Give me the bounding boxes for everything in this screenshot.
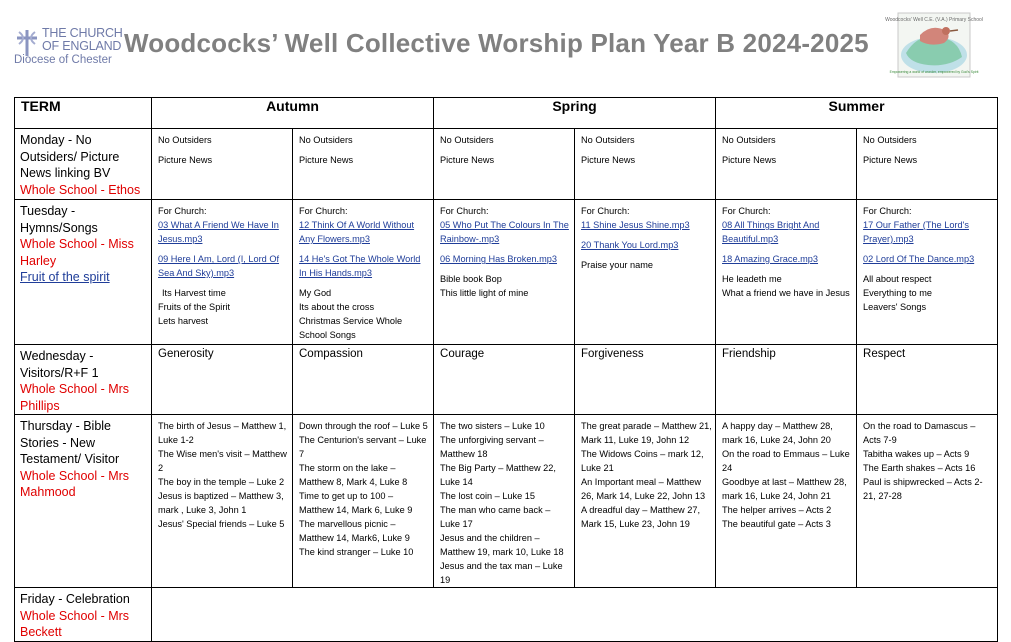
story-line: The man who came back – Luke 17 xyxy=(440,505,551,529)
story-line: The two sisters – Luke 10 xyxy=(440,421,545,431)
song-note: Christmas Service Whole School Songs xyxy=(299,316,403,340)
tuesday-cell xyxy=(716,200,857,345)
cell-line: Picture News xyxy=(299,155,354,165)
friday-row xyxy=(15,588,998,642)
story-line: The Wise men's visit – Matthew 2 xyxy=(158,449,287,473)
song-note: Lets harvest xyxy=(158,316,209,326)
tuesday-title: Tuesday - Hymns/Songs xyxy=(20,204,98,235)
tuesday-cell xyxy=(857,200,998,345)
story-line: On the road to Damascus – Acts 7-9 xyxy=(863,421,976,445)
tuesday-cell xyxy=(575,200,716,345)
cell-line: Picture News xyxy=(722,155,777,165)
monday-cell xyxy=(575,129,716,200)
school-logo xyxy=(885,13,983,77)
story-line: The unforgiving servant – Matthew 18 xyxy=(440,435,544,459)
monday-cell xyxy=(152,129,293,200)
monday-cell xyxy=(293,129,434,200)
cell-line: No Outsiders xyxy=(722,135,776,145)
cell-line: Picture News xyxy=(581,155,636,165)
thursday-label xyxy=(15,415,152,588)
fruit-of-spirit-link[interactable]: Fruit of the spirit xyxy=(20,270,110,284)
wednesday-row xyxy=(15,345,998,415)
tuesday-lead: Whole School - Miss Harley xyxy=(20,237,134,268)
story-line: The kind stranger – Luke 10 xyxy=(299,547,414,557)
song-link[interactable]: 14 He's Got The Whole World In His Hands.mp3 xyxy=(299,254,421,278)
term-header: TERM xyxy=(15,98,152,129)
for-church-label: For Church: xyxy=(581,206,630,216)
tuesday-label xyxy=(15,200,152,345)
song-note: Its Harvest time xyxy=(162,288,226,298)
cell-line: No Outsiders xyxy=(581,135,635,145)
school-logo-motto: Empowering a world of wonder, empowered by God's Spirit xyxy=(889,70,979,74)
friday-empty-cell xyxy=(152,588,998,642)
value-theme: Forgiveness xyxy=(575,345,716,415)
for-church-label: For Church: xyxy=(158,206,207,216)
story-line: The Widows Coins – mark 12, Luke 21 xyxy=(581,449,704,473)
cell-line: Picture News xyxy=(440,155,495,165)
song-note: All about respect xyxy=(863,274,932,284)
story-line: Down through the roof – Luke 5 xyxy=(299,421,428,431)
song-note: Bible book Bop xyxy=(440,274,502,284)
autumn-header: Autumn xyxy=(152,98,434,129)
story-line: Jesus and the tax man – Luke 19 xyxy=(440,561,563,585)
story-line: The lost coin – Luke 15 xyxy=(440,491,536,501)
cell-line: No Outsiders xyxy=(863,135,917,145)
value-theme: Generosity xyxy=(152,345,293,415)
for-church-label: For Church: xyxy=(299,206,348,216)
wednesday-title: Wednesday - Visitors/R+F 1 xyxy=(20,349,99,380)
song-note: Fruits of the Spirit xyxy=(158,302,230,312)
tuesday-cell xyxy=(434,200,575,345)
monday-row xyxy=(15,129,998,200)
thursday-lead: Whole School - Mrs Mahmood xyxy=(20,468,130,499)
song-note: He leadeth me xyxy=(722,274,782,284)
page-title: Woodcocks’ Well Collective Worship Plan Year B 2024-2025 xyxy=(124,28,869,58)
tuesday-cell xyxy=(293,200,434,345)
bible-stories-cell xyxy=(152,415,293,588)
wednesday-label xyxy=(15,345,152,415)
story-line: Tabitha wakes up – Acts 9 xyxy=(863,449,970,459)
song-note: Everything to me xyxy=(863,288,932,298)
wednesday-lead: Whole School - Mrs Phillips xyxy=(20,382,130,413)
song-link[interactable]: 06 Morning Has Broken.mp3 xyxy=(440,254,557,264)
value-theme: Respect xyxy=(857,345,998,415)
song-note: This little light of mine xyxy=(440,288,529,298)
tuesday-row xyxy=(15,200,998,345)
cell-line: Picture News xyxy=(863,155,918,165)
song-link[interactable]: 12 Think Of A World Without Any Flowers.mp3 xyxy=(299,220,415,244)
song-note: Praise your name xyxy=(581,260,654,270)
story-line: A happy day – Matthew 28, mark 16, Luke 24, John 20 xyxy=(722,421,833,445)
thursday-row xyxy=(15,415,998,588)
church-cross-icon xyxy=(14,29,40,57)
story-line: The birth of Jesus – Matthew 1, Luke 1-2 xyxy=(158,421,287,445)
story-line: Jesus is baptized – Matthew 3, mark , Luke 3, John 1 xyxy=(158,491,284,515)
story-line: Jesus and the children – Matthew 19, mark 10, Luke 18 xyxy=(440,533,564,557)
monday-lead: Whole School - Ethos xyxy=(20,182,141,197)
friday-lead: Whole School - Mrs Beckett xyxy=(20,608,130,639)
bible-stories-cell xyxy=(434,415,575,588)
song-link[interactable]: 03 What A Friend We Have In Jesus.mp3 xyxy=(158,220,279,244)
spring-header: Spring xyxy=(434,98,716,129)
for-church-label: For Church: xyxy=(863,206,912,216)
story-line: Goodbye at last – Matthew 28, mark 16, Luke 24, John 21 xyxy=(722,477,847,501)
song-link[interactable]: 11 Shine Jesus Shine.mp3 xyxy=(581,220,690,230)
song-link[interactable]: 20 Thank You Lord.mp3 xyxy=(581,240,679,250)
diocese-name: Diocese of Chester xyxy=(14,54,112,66)
value-theme: Friendship xyxy=(716,345,857,415)
song-link[interactable]: 05 Who Put The Colours In The Rainbow-.mp3 xyxy=(440,220,569,244)
story-line: The boy in the temple – Luke 2 xyxy=(158,477,285,487)
story-line: The storm on the lake – Matthew 8, Mark 4, Luke 8 xyxy=(299,463,408,487)
monday-title: Monday - No Outsiders/ Picture News linking BV xyxy=(20,133,120,180)
bible-stories-cell xyxy=(575,415,716,588)
story-line: An Important meal – Matthew 26, Mark 14, Luke 22, John 13 xyxy=(581,477,706,501)
cell-line: Picture News xyxy=(158,155,213,165)
for-church-label: For Church: xyxy=(440,206,489,216)
worship-plan-table xyxy=(14,97,998,642)
story-line: On the road to Emmaus – Luke 24 xyxy=(722,449,850,473)
story-line: Time to get up to 100 – Matthew 14, Mark 6, Luke 9 xyxy=(299,491,413,515)
value-theme: Compassion xyxy=(293,345,434,415)
coe-line-2: OF ENGLAND xyxy=(42,39,122,53)
story-line: A dreadful day – Matthew 27, Mark 15, Luke 23, John 19 xyxy=(581,505,701,529)
song-note: What a friend we have in Jesus xyxy=(722,288,850,298)
monday-label xyxy=(15,129,152,200)
story-line: The beautiful gate – Acts 3 xyxy=(722,519,831,529)
song-note: Leavers' Songs xyxy=(863,302,927,312)
church-of-england-logo xyxy=(14,26,123,69)
story-line: The Centurion's servant – Luke 7 xyxy=(299,435,427,459)
song-note: Its about the cross xyxy=(299,302,375,312)
monday-cell xyxy=(857,129,998,200)
story-line: The helper arrives – Acts 2 xyxy=(722,505,832,515)
coe-line-1: THE CHURCH xyxy=(42,26,123,40)
school-logo-text: Woodcocks' Well C.E. (V.A.) Primary School xyxy=(885,17,983,23)
value-theme: Courage xyxy=(434,345,575,415)
header-row xyxy=(15,98,998,129)
story-line: The marvellous picnic – Matthew 14, Mark6, Luke 9 xyxy=(299,519,410,543)
song-link[interactable]: 08 All Things Bright And Beautiful.mp3 xyxy=(722,220,820,244)
story-line: The Big Party – Matthew 22, Luke 14 xyxy=(440,463,556,487)
for-church-label: For Church: xyxy=(722,206,771,216)
cell-line: No Outsiders xyxy=(158,135,212,145)
friday-title: Friday - Celebration xyxy=(20,592,130,606)
story-line: The great parade – Matthew 21, Mark 11, Luke 19, John 12 xyxy=(581,421,712,445)
monday-cell xyxy=(716,129,857,200)
friday-label xyxy=(15,588,152,642)
tuesday-cell xyxy=(152,200,293,345)
cell-line: No Outsiders xyxy=(299,135,353,145)
story-line: The Earth shakes – Acts 16 xyxy=(863,463,976,473)
song-note: My God xyxy=(299,288,332,298)
song-link[interactable]: 17 Our Father (The Lord's Prayer).mp3 xyxy=(863,220,969,244)
story-line: Jesus' Special friends – Luke 5 xyxy=(158,519,285,529)
song-link[interactable]: 02 Lord Of The Dance.mp3 xyxy=(863,254,975,264)
bible-stories-cell xyxy=(857,415,998,588)
cell-line: No Outsiders xyxy=(440,135,494,145)
summer-header: Summer xyxy=(716,98,998,129)
story-line: Paul is shipwrecked – Acts 2-21, 27-28 xyxy=(863,477,983,501)
bible-stories-cell xyxy=(716,415,857,588)
song-link[interactable]: 18 Amazing Grace.mp3 xyxy=(722,254,819,264)
song-link[interactable]: 09 Here I Am, Lord (I, Lord Of Sea And Sky).mp3 xyxy=(158,254,280,278)
thursday-title: Thursday - Bible Stories - New Testament/ Visitor xyxy=(20,419,120,466)
bible-stories-cell xyxy=(293,415,434,588)
monday-cell xyxy=(434,129,575,200)
